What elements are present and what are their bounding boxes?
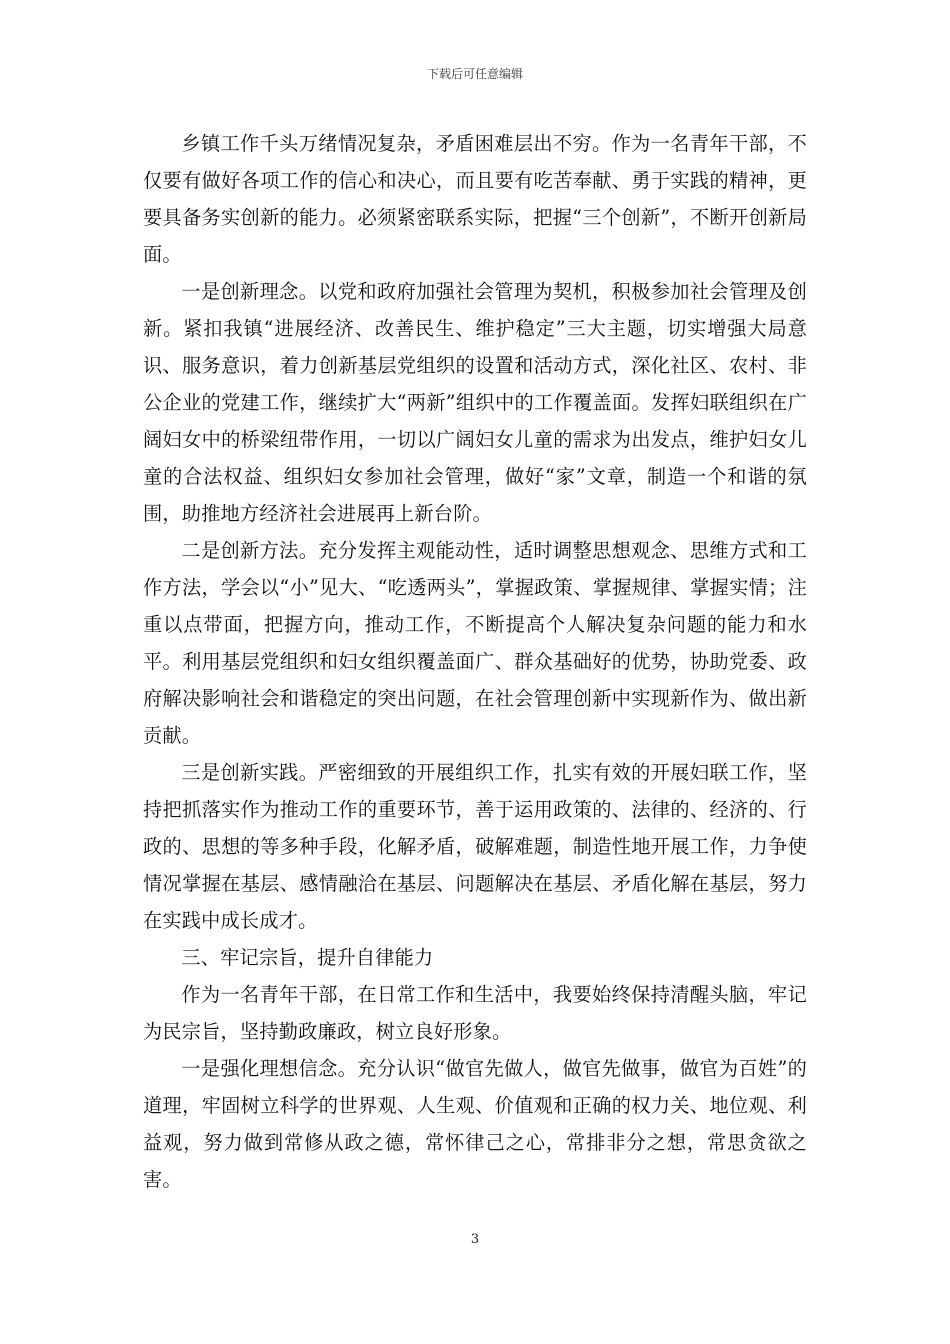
section-heading: 三、牢记宗旨，提升自律能力 [181,946,434,969]
page-number: 3 [470,1232,480,1247]
paragraph-intro: 乡镇工作千头万绪情况复杂，矛盾困难层出不穷。作为一名青年干部，不仅要有做好各项工作的信心和决心，而且要有吃苦奉献、勇于实践的精神，更要具备务实创新的能力。必须紧密联系实际，把握“三个创新”，不断开创新局面。 [143,132,807,266]
document-body [143,125,807,1198]
paragraph-innovate-concept: 一是创新理念。以党和政府加强社会管理为契机，积极参加社会管理及创新。紧扣我镇“进展经济、改善民生、维护稳定”三大主题，切实增强大局意识、服务意识，着力创新基层党组织的设置和活动方式，深化社区、农村、非公企业的党建工作，继续扩大“两新”组织中的工作覆盖面。发挥妇联组织在广阔妇女中的桥梁纽带作用，一切以广阔妇女儿童的需求为出发点，维护妇女儿童的合法权益、组织妇女参加社会管理，做好“家”文章，制造一个和谐的氛围，助推地方经济社会进展再上新台阶。 [143,280,807,525]
paragraph-innovate-practice: 三是创新实践。严密细致的开展组织工作，扎实有效的开展妇联工作，坚持把抓落实作为推动工作的重要环节，善于运用政策的、法律的、经济的、行政的、思想的等多种手段，化解矛盾，破解难题，制造性地开展工作，力争使情况掌握在基层、感情融洽在基层、问题解决在基层、矛盾化解在基层，努力在实践中成长成才。 [143,761,807,932]
paragraph-ideals: 一是强化理想信念。充分认识“做官先做人，做官先做事，做官为百姓”的道理，牢固树立科学的世界观、人生观、价值观和正确的权力关、地位观、利益观，努力做到常修从政之德，常怀律己之心，常排非分之想，常思贪欲之害。 [143,1057,807,1191]
paragraph-section-intro: 作为一名青年干部，在日常工作和生活中，我要始终保持清醒头脑，牢记为民宗旨，坚持勤政廉政，树立良好形象。 [143,983,807,1043]
page-header: 下载后可任意编辑 [426,67,523,81]
paragraph-innovate-method: 二是创新方法。充分发挥主观能动性，适时调整思想观念、思维方式和工作方法，学会以“小”见大、“吃透两头”，掌握政策、掌握规律、掌握实情；注重以点带面，把握方向，推动工作，不断提高个人解决复杂问题的能力和水平。利用基层党组织和妇女组织覆盖面广、群众基础好的优势，协助党委、政府解决影响社会和谐稳定的突出问题，在社会管理创新中实现新作为、做出新贡献。 [143,539,807,747]
